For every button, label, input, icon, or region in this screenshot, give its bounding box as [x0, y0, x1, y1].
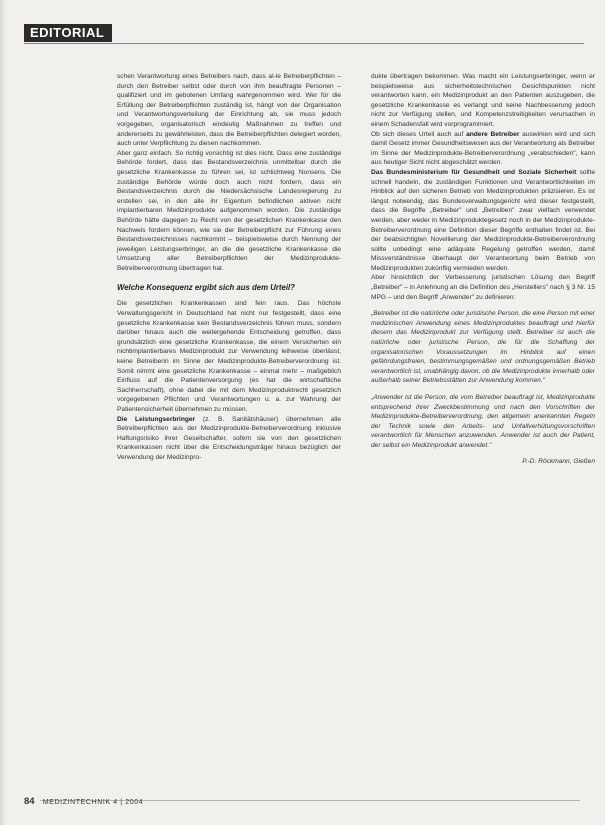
- section-header-editorial: EDITORIAL: [24, 24, 112, 42]
- author-signature: P.-D. Röckmann, Gießen: [522, 457, 595, 465]
- right-paragraph-3-text: sollte schnell handeln, die zuständigen Funktionen und Verantwortlichkeiten im Hinblick auf den sicheren Betrieb von Medizinprodukten präzisieren. Es ist längst notwendig, das Bundesverwaltungsgericht wird dieser festgestellt, dass die Begriffe „Betreiber" und „Betreiben" zwar vielfach verwendet werden, aber weder in Medizinproduktegesetz noch in der Medizinprodukte-Betreiberverordnung eine Definition dieser Begriffe enthalten findet ist. Bei der beabsichtigten Novellierung der Medizinprodukte-Betreiberverordnung sollte unbedingt eine adäquate Regelung getroffen werden, damit Missverständnisse überhaupt der Verantwortung beim Betrieb von Medizinprodukten zukünftig vermieden werden.: [371, 168, 595, 272]
- leistungserbringer-term: Die Leistungserbringer: [117, 415, 196, 423]
- left-paragraph-1: schen Verantwortung eines Betreibers nach, dass al-le Betreiberpflichten – durch den Betreiber selbst oder durch von ihm beauftragte Personen – qualifiziert und im gebotenen Umfang wahrgenommen wird. Wer für die Erfüllung der Betreiberpflichten zuständig ist, hängt von der Organisation und Verantwortungsverteilung der Einrichtung ab, sie muss jedoch vorgegeben, organisatorisch eindeutig Maßnahmen zu treffen und andererseits zu gewährleisten, dass die Betreiberpflichten delegiert worden, auch unter Verpflichtung zu diesen nachkommen.: [117, 73, 341, 148]
- header-divider: [24, 43, 584, 44]
- right-paragraph-1: dukte übertragen bekommen. Was macht ein Leistungserbringer, wenn er beispielsweise aus sicherheitstechnischen Gesichtspunkten nicht verantworten kann, ein Medizinprodukt an den Patienten auszugeben, die gesetzliche Krankenkasse es verlangt und keine Nachbesserung jedoch nicht zur Verfügung stellen, und Kompetenzstreitigkeiten verursachen in einem Schadensfall wird vorprogrammiert.: [371, 73, 595, 128]
- magazine-issue: MEDIZINTECHNIK 4 | 2004: [42, 799, 144, 806]
- left-paragraph-3: Die gesetzlichen Krankenkassen sind fein raus. Das höchste Verwaltungsgericht in Deutschland hat nicht nur festgestellt, dass eine gesetzliche Krankenkasse kein Bestandsverzeichnis führen muss, sondern darüber hinaus auch die weitergehende Entscheidung getroffen, dass grundsätzlich eine gesetzliche Krankenkasse, die einem Versicherten ein nichtimplantierbares Medizinprodukt zur Verwendung leihweise überlässt, keine Betreiberin im Sinne der Medizinprodukte-Betreiberverordnung ist. Somit nimmt eine gesetzliche Krankenkasse – einmal mehr – maßgeblich Einfluss auf die Patientenversorgung (es hat die wirtschaftliche Sachherrschaft), ohne dabei die mit dem Medizinproduktrecht gesetzlich vorgegebenen Pflichten und Verantwortungen u. a. zur Wahrung der Patientensicherheit übernehmen zu müssen.: [117, 300, 341, 413]
- right-paragraph-2-text: auswirken wird und sich damit Gesetz immer Gesundheitswesen aus der Verantwortung als Betreiber im Sinne der Medizinprodukte-Betreiberverordnung „verabschieden", kann aus heutiger Sicht nicht abgeschätzt werden.: [371, 130, 595, 167]
- right-paragraph-4: Aber hinsichtlich der Verbesserung juristischen Lösung den Begriff „Betreiber" – in Anlehnung an die Definition des „Herstellers" nach § 3 Nr. 15 MPG – und den Begriff „Anwender" zu definieren:: [371, 274, 595, 301]
- right-paragraph-3: [371, 168, 595, 274]
- page-number: 84: [24, 796, 35, 807]
- right-paragraph-2: [371, 130, 595, 168]
- left-paragraph-2: Aber ganz einfach. So richtig vorsichtig ist dies nicht. Dass eine zuständige Behörde fordert, dass das Bestandsverzeichnis unmittelbar durch die gesetzliche Krankenkasse zu führen sei, ist schlichtweg Nonsens. Die zuständige Behörde würde doch auch nicht fordern, dass ein Bestandsverzeichnis durch die Niedersächsische Landesregierung zu erstellen sei, in den alle ihr Eigentum befindlichen aktiven nicht implantierbaren Medizinprodukte aufgenommen worden. Die zuständige Behörde hätte dagegen zu Recht von der gesetzlichen Krankenkasse den Nachweis fordern können, wie sie der Betreiberpflicht zur Führung eines Bestandsverzeichnisses nachkommt – beispielsweise durch Nennung der jeweiligen Leistungserbringer, an die die gesetzliche Krankenkasse die Umsetzung aller Betreiberpflichten der Medizinprodukte-Betreiberverordnung übertragen hat.: [117, 149, 341, 272]
- spacer: [371, 302, 595, 309]
- andere-betreiber-term: andere Betreiber: [466, 130, 520, 138]
- section-heading-konsequenz: Welche Konsequenz ergibt sich aus dem Urteil?: [117, 283, 295, 293]
- article-column-right: [371, 72, 595, 672]
- scan-edge-shadow: [0, 0, 6, 825]
- definition-quote-betreiber: „Betreiber ist die natürliche oder juristische Person, die eine Person mit einer medizinischen Anwendung eines Medizinproduktes beauftragt und hierfür diesem das Medizinprodukt zur Verfügung stellt. Betreiber ist auch die natürliche oder juristische Person, die für die Schaffung der organisatorischen Voraussetzungen im Hinblick auf einen gefährdungsfreien, bestimmungsgemäßen und ordnungsgemäßen Betrieb verantwortlich ist, unabhängig davon, ob die Medizinprodukte innerhalb oder außerhalb seiner Betriebsstätten zur Anwendung kommen.": [371, 310, 595, 385]
- article-column-left: [117, 72, 341, 802]
- page-footer: [24, 796, 143, 807]
- definition-quote-anwender: „Anwender ist die Person, die vom Betreiber beauftragt ist, Medizinprodukte entsprechend ihrer Zweckbestimmung und nach den Vorschriften der Medizinprodukte-Betreiberverordnung, den allgemein anerkannten Regeln der Technik sowie den Arbeits- und Unfallverhütungsvorschriften verantwortlich für Menschen anzuwenden. Anwender ist auch der Patient, der selbst ein Medizinprodukt anwendet.": [371, 394, 595, 449]
- left-paragraph-4: [117, 415, 341, 463]
- right-paragraph-2-lead: Ob sich dieses Urteil auch auf: [371, 130, 464, 138]
- left-paragraph-4-text: (z. B. Sanitätshäuser) übernehmen alle Betreiberpflichten aus der Medizinprodukte-Betreiberverordnung inklusive Haftungsrisiko ihrer Gesellschafter, sofern sie von den gesetzlichen Krankenkassen nicht über die Entscheidungsträger hinaus bezüglich der Verwendung der Medizinpro-: [117, 415, 341, 461]
- spacer: [371, 386, 595, 393]
- ministry-term: Das Bundesministerium für Gesundheit und Soziale Sicherheit: [371, 168, 577, 176]
